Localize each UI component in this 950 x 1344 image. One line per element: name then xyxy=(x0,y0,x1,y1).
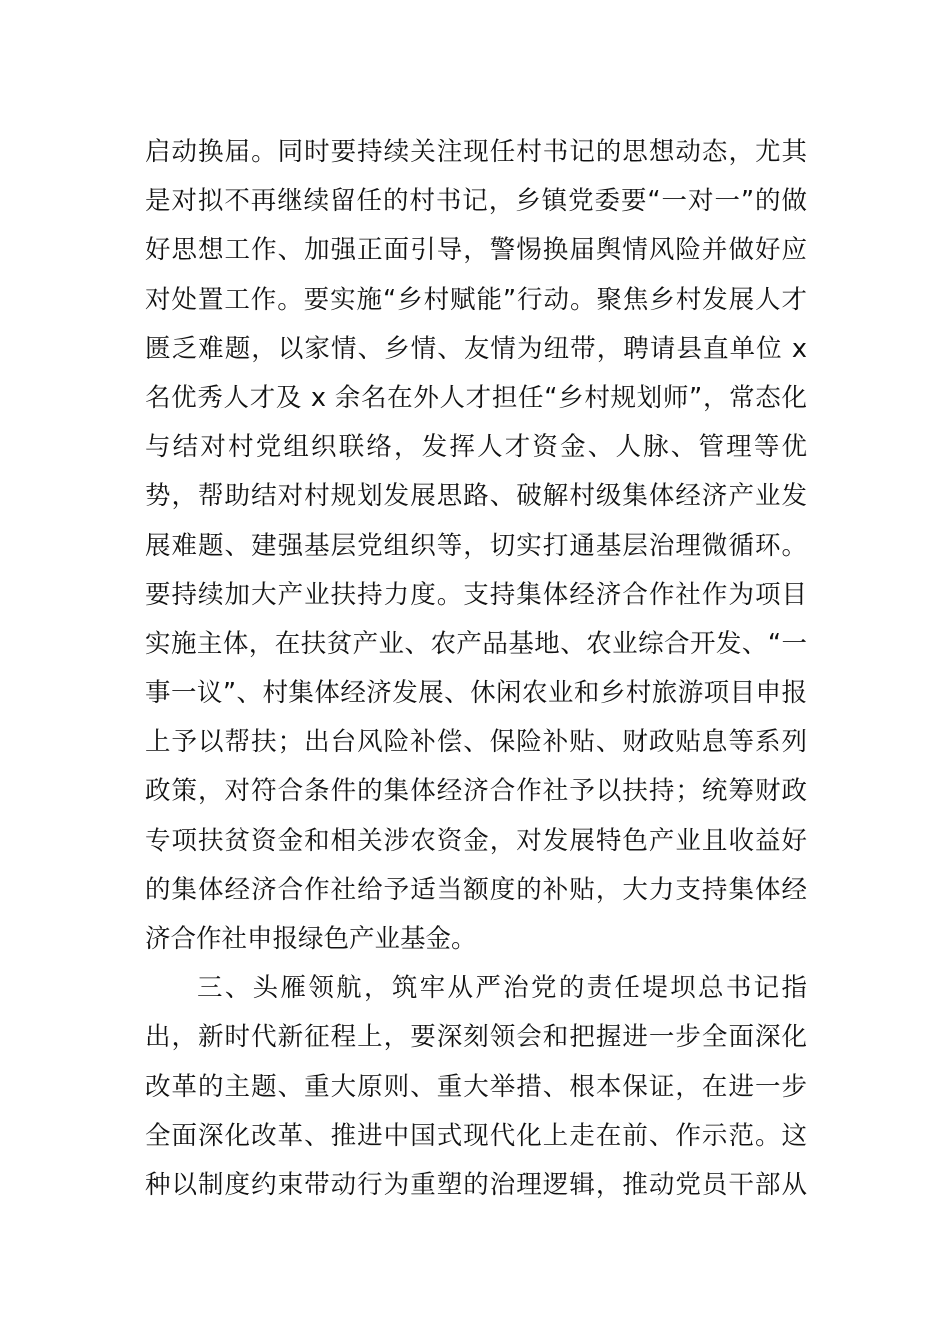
text-line: 种以制度约束带动行为重塑的治理逻辑，推动党员干部从 xyxy=(145,1169,807,1200)
text-line: 出，新时代新征程上，要深刻领会和把握进一步全面深化 xyxy=(145,1022,807,1053)
text-line: 匮乏难题，以家情、乡情、友情为纽带，聘请县直单位 x xyxy=(145,333,807,364)
text-line: 政策，对符合条件的集体经济合作社予以扶持；统筹财政 xyxy=(145,776,807,807)
text-line: 对处置工作。要实施“乡村赋能”行动。聚焦乡村发展人才 xyxy=(145,284,807,315)
text-line: 的集体经济合作社给予适当额度的补贴，大力支持集体经 xyxy=(145,874,807,905)
section-heading-line: 三、头雁领航，筑牢从严治党的责任堤坝总书记指 xyxy=(197,973,807,1004)
text-line: 要持续加大产业扶持力度。支持集体经济合作社作为项目 xyxy=(145,579,807,610)
text-line: 名优秀人才及 x 余名在外人才担任“乡村规划师”，常态化 xyxy=(145,382,807,413)
text-line: 与结对村党组织联络，发挥人才资金、人脉、管理等优 xyxy=(145,432,807,463)
text-line: 专项扶贫资金和相关涉农资金，对发展特色产业且收益好 xyxy=(145,825,807,856)
text-line: 展难题、建强基层党组织等，切实打通基层治理微循环。 xyxy=(145,530,807,561)
text-line: 好思想工作、加强正面引导，警惕换届舆情风险并做好应 xyxy=(145,235,807,266)
document-page xyxy=(145,128,807,1210)
text-line: 全面深化改革、推进中国式现代化上走在前、作示范。这 xyxy=(145,1120,807,1151)
text-line: 事一议”、村集体经济发展、休闲农业和乡村旅游项目申报 xyxy=(145,678,807,709)
text-line: 启动换届。同时要持续关注现任村书记的思想动态，尤其 xyxy=(145,137,807,167)
text-line: 实施主体，在扶贫产业、农产品基地、农业综合开发、“一 xyxy=(145,628,807,659)
text-line: 上予以帮扶；出台风险补偿、保险补贴、财政贴息等系列 xyxy=(145,727,807,758)
text-line: 改革的主题、重大原则、重大举措、根本保证，在进一步 xyxy=(145,1071,807,1102)
text-line: 是对拟不再继续留任的村书记，乡镇党委要“一对一”的做 xyxy=(145,186,807,217)
text-line: 势，帮助结对村规划发展思路、破解村级集体经济产业发 xyxy=(145,481,807,512)
paragraph-end-line: 济合作社申报绿色产业基金。 xyxy=(145,924,477,954)
